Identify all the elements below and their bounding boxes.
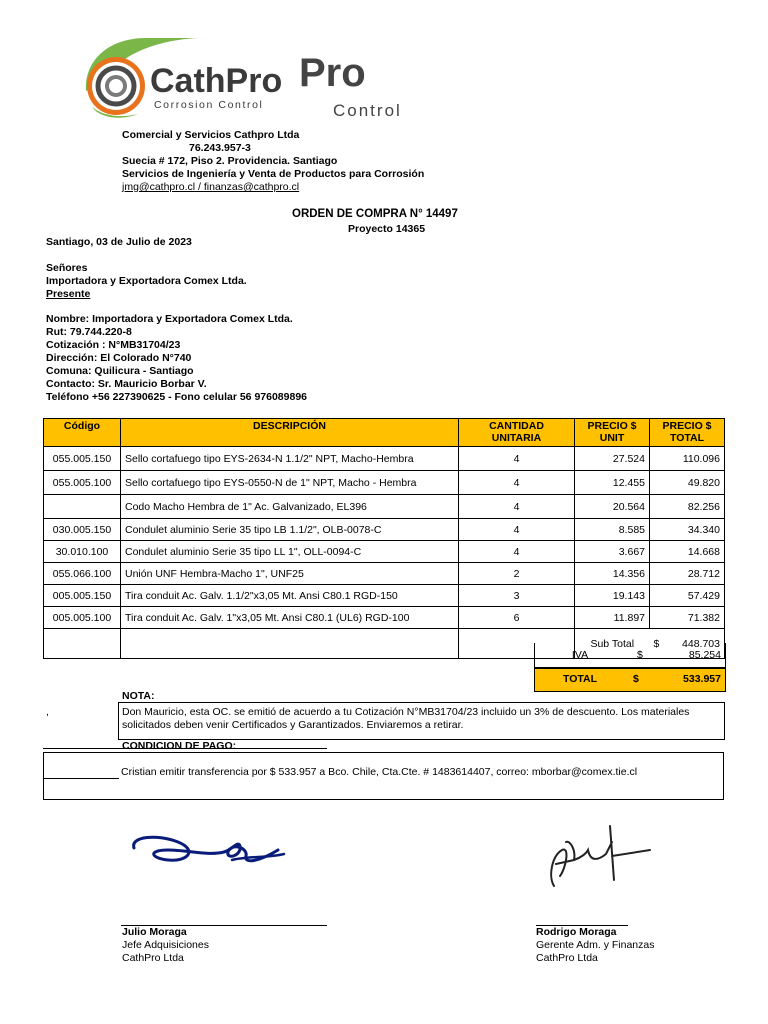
divider bbox=[43, 753, 44, 799]
total-label: TOTAL bbox=[562, 673, 598, 685]
supplier-direccion: Dirección: El Colorado N°740 bbox=[46, 352, 192, 364]
row-cantidad: 4 bbox=[459, 541, 575, 563]
table-row bbox=[44, 585, 725, 607]
company-address: Suecia # 172, Piso 2. Providencia. Santiago bbox=[122, 155, 338, 167]
signer-left-role: Jefe Adquisiciones bbox=[122, 939, 209, 951]
iva-currency: $ bbox=[637, 649, 643, 661]
row-unit: 20.564 bbox=[575, 495, 650, 519]
pago-label: CONDICION DE PAGO: bbox=[122, 740, 237, 752]
total-value: 533.957 bbox=[683, 673, 721, 685]
row-cantidad: 4 bbox=[459, 519, 575, 541]
row-codigo bbox=[44, 495, 121, 519]
row-descripcion: Condulet aluminio Serie 35 tipo LL 1", OLL-0094-C bbox=[121, 541, 459, 563]
signer-right-role: Gerente Adm. y Finanzas bbox=[536, 939, 655, 951]
supplier-rut: Rut: 79.744.220-8 bbox=[46, 326, 132, 338]
order-date: Santiago, 03 de Julio de 2023 bbox=[46, 236, 192, 248]
row-descripcion: Tira conduit Ac. Galv. 1.1/2"x3,05 Mt. Ansi C80.1 RGD-150 bbox=[121, 585, 459, 607]
supplier-contacto: Contacto: Sr. Mauricio Borbar V. bbox=[46, 378, 207, 390]
row-descripcion: Unión UNF Hembra-Macho 1", UNF25 bbox=[121, 563, 459, 585]
subtotal-currency: $ bbox=[653, 637, 660, 650]
row-total: 49.820 bbox=[650, 471, 725, 495]
nota-label: NOTA: bbox=[122, 690, 155, 702]
row-unit: 19.143 bbox=[575, 585, 650, 607]
row-unit: 14.356 bbox=[575, 563, 650, 585]
row-codigo: 055.005.150 bbox=[44, 447, 121, 471]
supplier-telefono: Teléfono +56 227390625 - Fono celular 56 976089896 bbox=[46, 391, 307, 403]
company-rut: 76.243.957-3 bbox=[189, 142, 251, 154]
nota-box bbox=[118, 702, 725, 740]
blank-cell bbox=[121, 629, 459, 659]
subtotal-label: Sub Total bbox=[575, 629, 650, 659]
nota-comma: , bbox=[46, 706, 49, 718]
logo-tagline: Corrosion Control bbox=[154, 99, 264, 111]
table-row bbox=[44, 447, 725, 471]
total-box bbox=[534, 668, 726, 692]
row-cantidad: 3 bbox=[459, 585, 575, 607]
row-total: 57.429 bbox=[650, 585, 725, 607]
row-descripcion: Sello cortafuego tipo EYS-2634-N 1.1/2" NPT, Macho-Hembra bbox=[121, 447, 459, 471]
header-precio-total: PRECIO $ TOTAL bbox=[650, 419, 725, 447]
row-unit: 27.524 bbox=[575, 447, 650, 471]
row-total: 110.096 bbox=[650, 447, 725, 471]
recipient-salutation: Señores bbox=[46, 262, 88, 274]
recipient-presente: Presente bbox=[46, 288, 91, 300]
row-cantidad: 4 bbox=[459, 471, 575, 495]
row-unit: 8.585 bbox=[575, 519, 650, 541]
pago-text: Cristian emitir transferencia por $ 533.957 a Bco. Chile, Cta.Cte. # 1483614407, correo: mborbar@comex.tie.cl bbox=[121, 766, 638, 778]
header-codigo: Código bbox=[44, 419, 121, 447]
ghost-brand: Pro bbox=[299, 51, 366, 95]
header-descripcion: DESCRIPCIÓN bbox=[121, 419, 459, 447]
ghost-tagline: Control bbox=[333, 101, 402, 120]
signer-left-name: Julio Moraga bbox=[122, 926, 187, 938]
row-descripcion: Sello cortafuego tipo EYS-0550-N de 1" NPT, Macho - Hembra bbox=[121, 471, 459, 495]
row-unit: 12.455 bbox=[575, 471, 650, 495]
order-project: Proyecto 14365 bbox=[348, 223, 426, 235]
row-cantidad: 2 bbox=[459, 563, 575, 585]
cathpro-logo bbox=[78, 36, 410, 122]
row-unit: 11.897 bbox=[575, 607, 650, 629]
iva-box bbox=[534, 643, 726, 668]
header-precio-unit: PRECIO $ UNIT bbox=[575, 419, 650, 447]
total-currency: $ bbox=[633, 673, 639, 685]
table-row bbox=[44, 495, 725, 519]
row-total: 82.256 bbox=[650, 495, 725, 519]
row-codigo: 055.066.100 bbox=[44, 563, 121, 585]
row-descripcion: Condulet aluminio Serie 35 tipo LB 1.1/2", OLB-0078-C bbox=[121, 519, 459, 541]
cathpro-logo-mark bbox=[78, 36, 410, 122]
signer-right-name: Rodrigo Moraga bbox=[536, 926, 617, 938]
company-emails-link[interactable]: jmg@cathpro.cl / finanzas@cathpro.cl bbox=[122, 181, 300, 193]
row-codigo: 005.005.100 bbox=[44, 607, 121, 629]
row-codigo: 055.005.100 bbox=[44, 471, 121, 495]
supplier-comuna: Comuna: Quilicura - Santiago bbox=[46, 365, 194, 377]
row-descripcion: Tira conduit Ac. Galv. 1"x3,05 Mt. Ansi C80.1 (UL6) RGD-100 bbox=[121, 607, 459, 629]
items-table bbox=[43, 418, 725, 659]
header-cantidad: CANTIDAD UNITARIA bbox=[459, 419, 575, 447]
table-row bbox=[44, 563, 725, 585]
order-title: ORDEN DE COMPRA N° 14497 bbox=[292, 208, 458, 220]
row-codigo: 030.005.150 bbox=[44, 519, 121, 541]
company-services: Servicios de Ingeniería y Venta de Productos para Corrosión bbox=[122, 168, 425, 180]
signature-left-image bbox=[128, 826, 290, 876]
row-total: 71.382 bbox=[650, 607, 725, 629]
row-total: 28.712 bbox=[650, 563, 725, 585]
row-cantidad: 4 bbox=[459, 495, 575, 519]
row-cantidad: 6 bbox=[459, 607, 575, 629]
signature-right-image bbox=[540, 820, 660, 892]
nota-line2: solicitados deben venir Certificados y Garantizados. Enviaremos a retirar. bbox=[122, 719, 464, 731]
recipient-company: Importadora y Exportadora Comex Ltda. bbox=[46, 275, 247, 287]
row-codigo: 005.005.150 bbox=[44, 585, 121, 607]
divider bbox=[43, 778, 119, 779]
row-codigo: 30.010.100 bbox=[44, 541, 121, 563]
blank-cell bbox=[44, 629, 121, 659]
pago-box bbox=[43, 752, 724, 800]
table-row bbox=[44, 541, 725, 563]
row-unit: 3.667 bbox=[575, 541, 650, 563]
row-descripcion: Codo Macho Hembra de 1" Ac. Galvanizado, EL396 bbox=[121, 495, 459, 519]
signer-left-company: CathPro Ltda bbox=[122, 952, 184, 964]
row-total: 34.340 bbox=[650, 519, 725, 541]
signer-right-company: CathPro Ltda bbox=[536, 952, 598, 964]
row-total: 14.668 bbox=[650, 541, 725, 563]
table-row bbox=[44, 519, 725, 541]
table-row bbox=[44, 607, 725, 629]
iva-label: IVA bbox=[571, 649, 589, 661]
company-name: Comercial y Servicios Cathpro Ltda bbox=[122, 129, 300, 141]
iva-value: 85.254 bbox=[688, 649, 721, 661]
row-cantidad: 4 bbox=[459, 447, 575, 471]
table-row bbox=[44, 471, 725, 495]
logo-brand: CathPro bbox=[150, 62, 283, 100]
supplier-nombre: Nombre: Importadora y Exportadora Comex Ltda. bbox=[46, 313, 293, 325]
subtotal-value: 448.703 bbox=[682, 637, 720, 650]
nota-line1: Don Mauricio, esta OC. se emitió de acuerdo a tu Cotización N°MB31704/23 incluido un 3% de descuento. Los materiales bbox=[122, 706, 690, 718]
supplier-cotizacion: Cotización : N°MB31704/23 bbox=[46, 339, 181, 351]
items-header-row bbox=[44, 419, 725, 447]
